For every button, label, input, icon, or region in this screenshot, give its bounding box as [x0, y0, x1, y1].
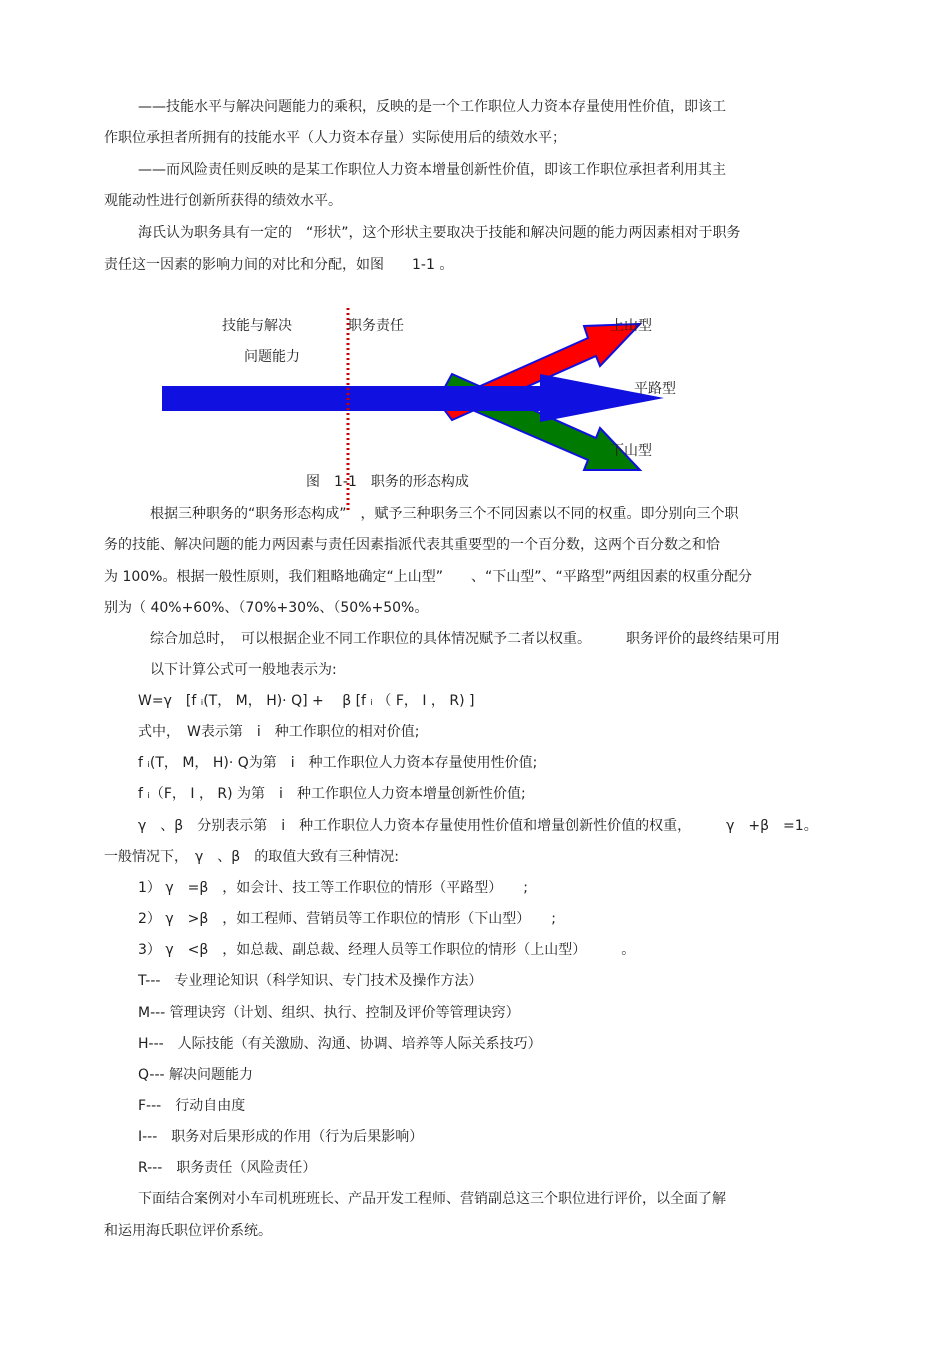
skill-label-2: 问题能力: [244, 349, 300, 365]
list-item: 1） γ =β ，如会计、技工等工作职位的情形（平路型） ;: [138, 880, 529, 896]
job-shape-figure: [0, 300, 950, 510]
text-line: 综合加总时， 可以根据企业不同工作职位的具体情况赋予二者以权重。 职务评价的最终结果可用: [150, 631, 780, 647]
list-item: 3） γ <β ，如总裁、副总裁、经理人员等工作职位的情形（上山型） 。: [138, 942, 636, 958]
uphill-label: 上山型: [610, 318, 652, 334]
definition-item: T--- 专业理论知识（科学知识、专门技术及操作方法）: [138, 973, 483, 989]
list-item: 2） γ >β ，如工程师、营销员等工作职位的情形（下山型） ;: [138, 911, 557, 927]
text-line: ——而风险责任则反映的是某工作职位人力资本增量创新性价值，即该工作职位承担者利用其主: [138, 162, 726, 178]
text-line: 务的技能、解决问题的能力两因素与责任因素指派代表其重要型的一个百分数，这两个百分数之和恰: [104, 537, 720, 553]
text-line: 为 100%。根据一般性原则，我们粗略地确定“上山型” 、“下山型”、“平路型”两组因素的权重分配分: [104, 569, 752, 585]
definition-item: H--- 人际技能（有关激励、沟通、协调、培养等人际关系技巧）: [138, 1036, 542, 1052]
formula: W=γ [f ᵢ(T， M， H)· Q] + β [f ᵢ （ F， I ， R) ]: [138, 693, 475, 709]
text-line: 和运用海氏职位评价系统。: [104, 1223, 272, 1239]
definition-item: I--- 职务对后果形成的作用（行为后果影响）: [138, 1129, 424, 1145]
text-line: f ᵢ(T， M， H)· Q为第 i 种工作职位人力资本存量使用性价值;: [138, 755, 538, 771]
duty-label: 职务责任: [348, 318, 404, 334]
text-line: 海氏认为职务具有一定的 “形状”，这个形状主要取决于技能和解决问题的能力两因素相对于职务: [138, 225, 741, 241]
flat-label: 平路型: [634, 381, 676, 397]
text-line: 观能动性进行创新所获得的绩效水平。: [104, 193, 342, 209]
flat-arrow: [162, 374, 664, 422]
definition-item: Q--- 解决问题能力: [138, 1067, 254, 1083]
figure-caption: 图 1-1 职务的形态构成: [306, 474, 469, 490]
text-line: f ᵢ（F， I ， R) 为第 i 种工作职位人力资本增量创新性价值;: [138, 786, 526, 802]
text-line: 根据三种职务的“职务形态构成” ，赋予三种职务三个不同因素以不同的权重。即分别向三个职: [150, 506, 739, 522]
definition-item: F--- 行动自由度: [138, 1098, 246, 1114]
text-line: 下面结合案例对小车司机班班长、产品开发工程师、营销副总这三个职位进行评价，以全面了解: [138, 1191, 726, 1207]
text-line: 作职位承担者所拥有的技能水平（人力资本存量）实际使用后的绩效水平；: [104, 130, 566, 146]
definition-item: R--- 职务责任（风险责任）: [138, 1160, 317, 1176]
text-line: γ 、β 分别表示第 i 种工作职位人力资本存量使用性价值和增量创新性价值的权重， γ +β =1。: [138, 818, 818, 834]
text-line: 以下计算公式可一般地表示为:: [150, 662, 337, 678]
text-line: ——技能水平与解决问题能力的乘积，反映的是一个工作职位人力资本存量使用性价值，即该工: [138, 99, 726, 115]
text-line: 式中， W表示第 i 种工作职位的相对价值;: [138, 724, 420, 740]
text-line: 责任这一因素的影响力间的对比和分配，如图 1-1 。: [104, 257, 454, 273]
text-line: 一般情况下， γ 、β 的取值大致有三种情况:: [104, 849, 399, 865]
definition-item: M--- 管理诀窍（计划、组织、执行、控制及评价等管理诀窍）: [138, 1005, 520, 1021]
downhill-label: 下山型: [610, 443, 652, 459]
text-line: 别为（ 40%+60%、（70%+30%、（50%+50%。: [104, 600, 429, 616]
skill-label: 技能与解决: [222, 318, 292, 334]
